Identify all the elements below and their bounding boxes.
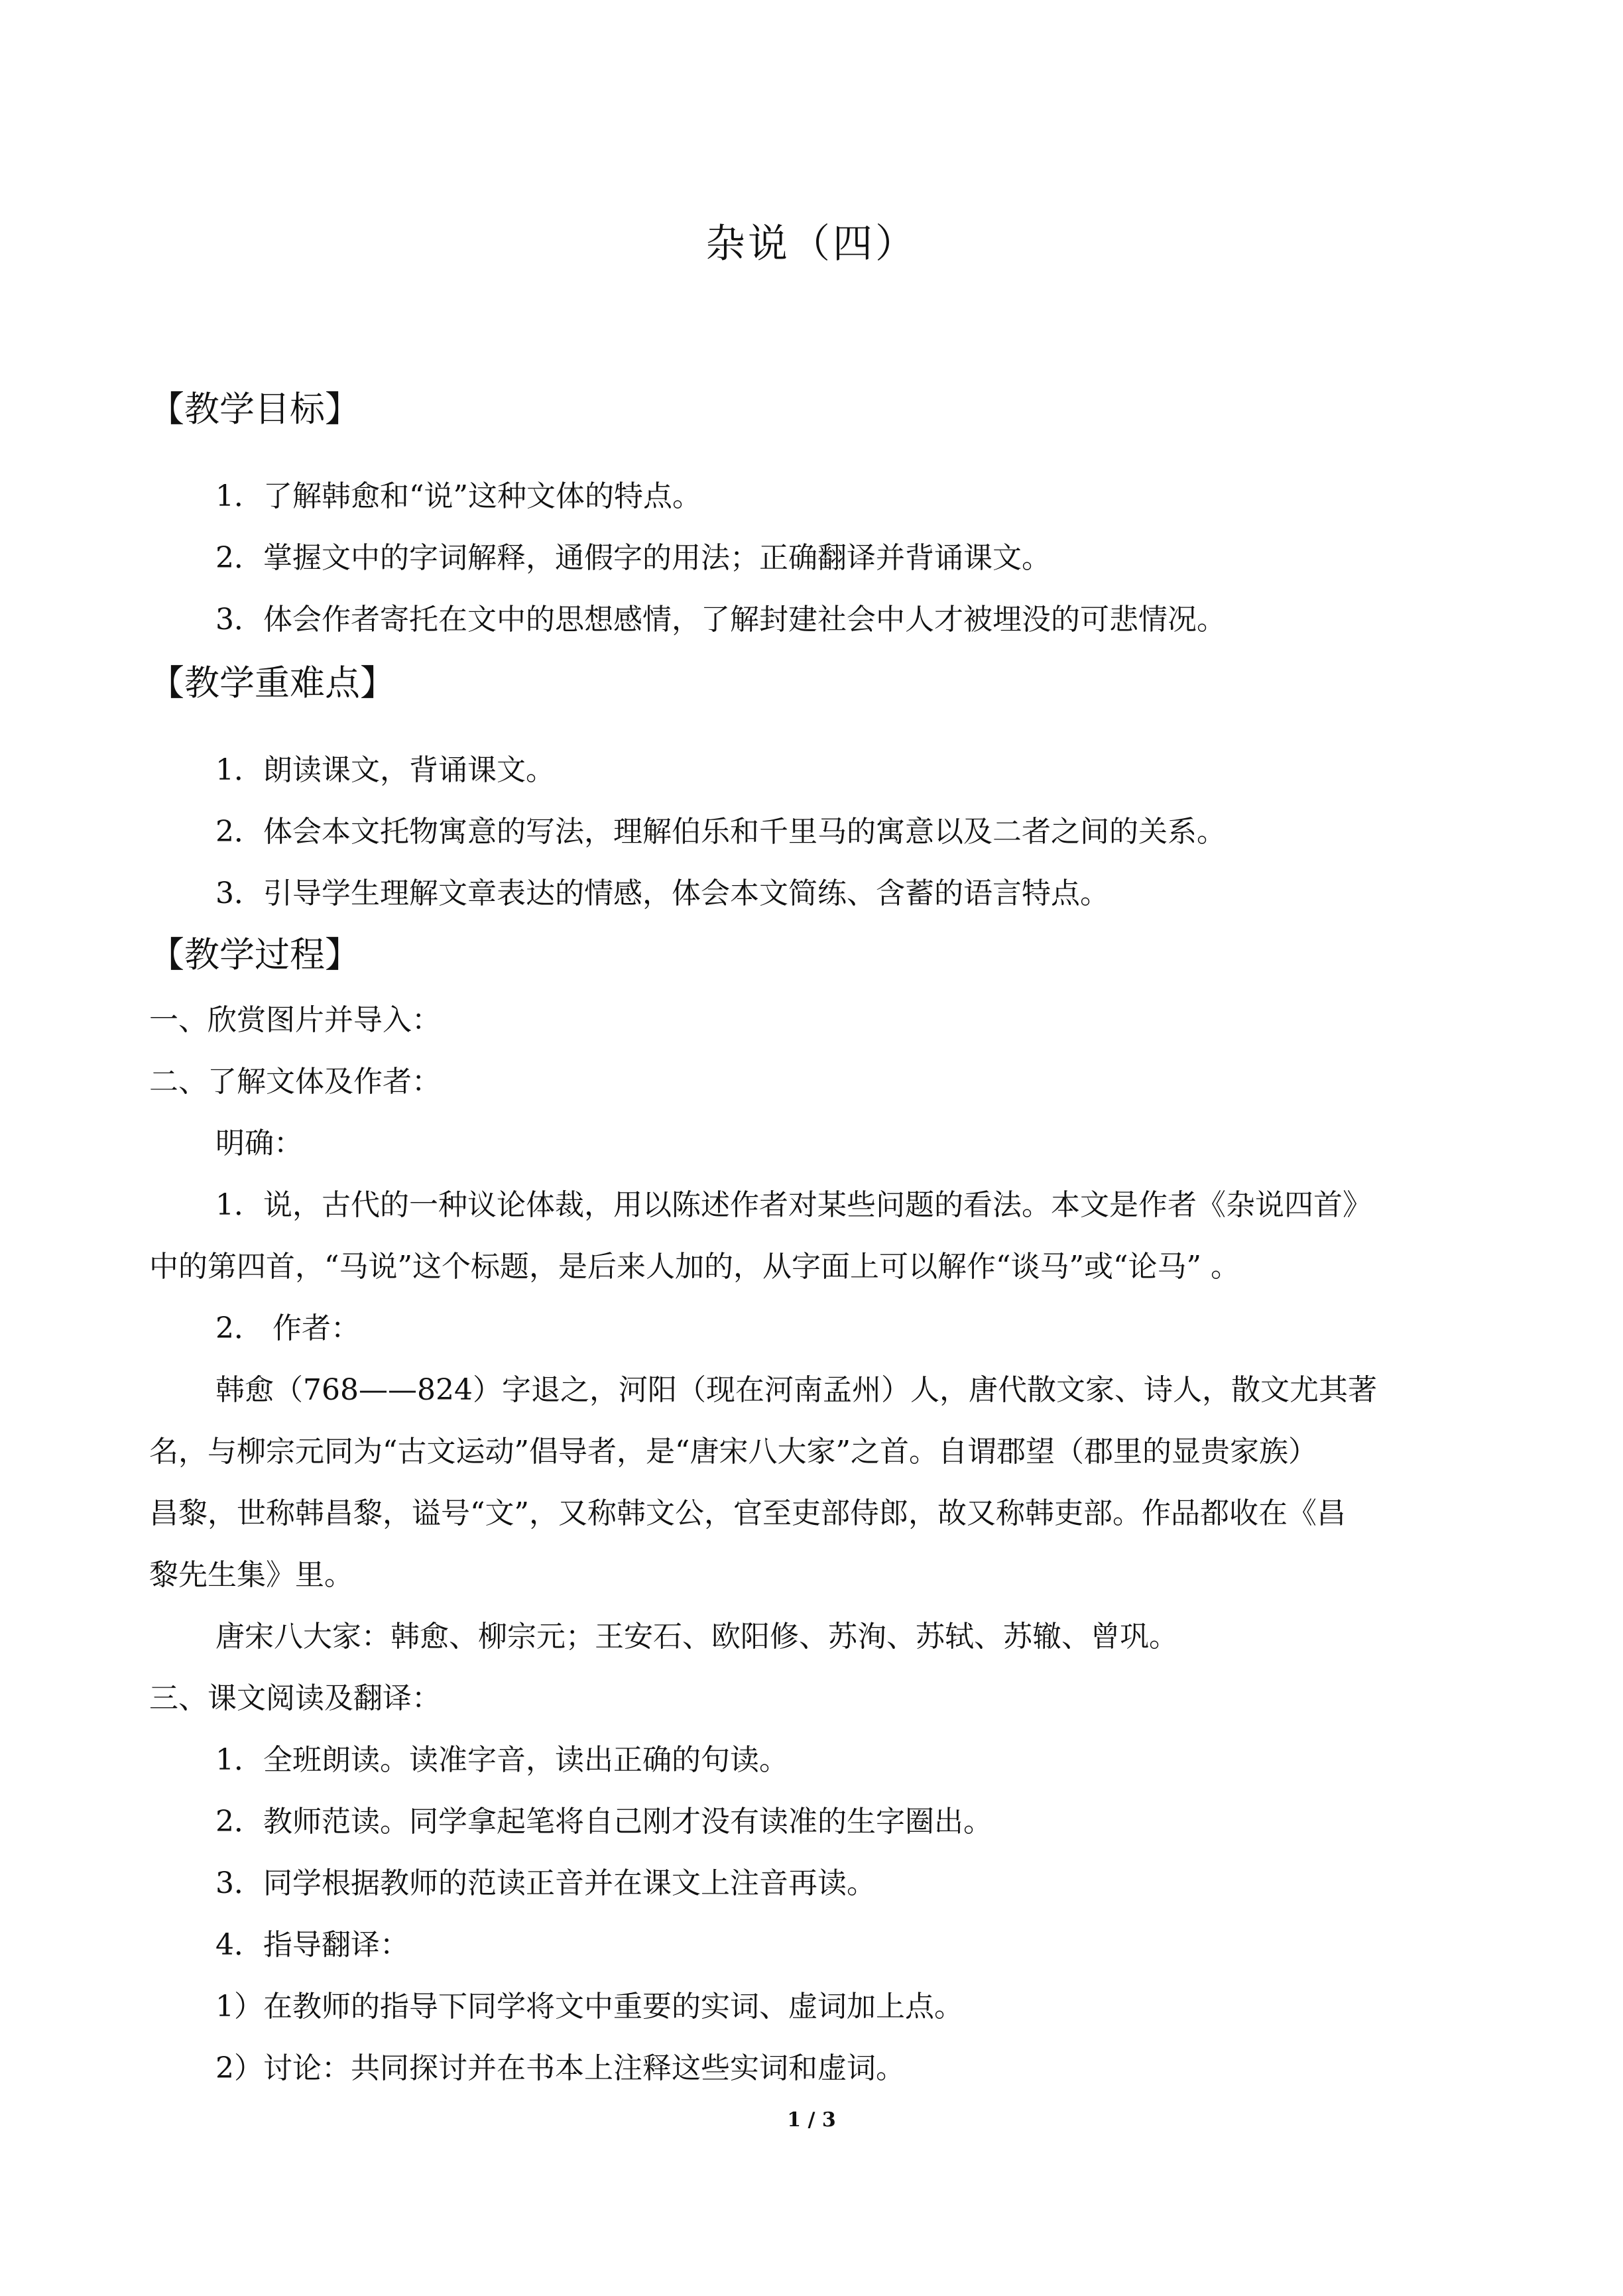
list-item: 2）讨论：共同探讨并在书本上注释这些实词和虚词。	[215, 2051, 905, 2085]
keypoint-item: 3．引导学生理解文章表达的情感，体会本文简练、含蓄的语言特点。	[215, 876, 1109, 910]
paragraph-line: 唐宋八大家：韩愈、柳宗元；王安石、欧阳修、苏洵、苏轼、苏辙、曾巩。	[215, 1620, 1178, 1654]
page-title: 杂说（四）	[705, 221, 918, 267]
paragraph-line: 黎先生集》里。	[149, 1558, 353, 1592]
paragraph-line: 韩愈（768——824）字退之，河阳（现在河南孟州）人，唐代散文家、诗人，散文尤其著	[215, 1373, 1377, 1407]
keypoint-item: 1．朗读课文，背诵课文。	[215, 753, 555, 787]
process-step: 一、欣赏图片并导入：	[149, 1003, 441, 1037]
section-heading-keypoints: 【教学重难点】	[149, 663, 395, 703]
list-item: 2．教师范读。同学拿起笔将自己刚才没有读准的生字圈出。	[215, 1805, 992, 1839]
keypoint-item: 2．体会本文托物寓意的写法，理解伯乐和千里马的寓意以及二者之间的关系。	[215, 815, 1226, 849]
paragraph-line: 2． 作者：	[215, 1311, 360, 1345]
section-heading-process: 【教学过程】	[149, 935, 360, 975]
section-heading-goals: 【教学目标】	[149, 389, 360, 430]
process-step: 二、了解文体及作者：	[149, 1065, 441, 1099]
clarify-label: 明确：	[215, 1126, 303, 1160]
paragraph-line: 昌黎，世称韩昌黎，谥号“文”，又称韩文公，官至吏部侍郎，故又称韩吏部。作品都收在《昌	[149, 1496, 1346, 1530]
goal-item: 3．体会作者寄托在文中的思想感情，了解封建社会中人才被埋没的可悲情况。	[215, 603, 1226, 636]
page-number: 1 / 3	[787, 2108, 836, 2132]
goal-item: 2．掌握文中的字词解释，通假字的用法；正确翻译并背诵课文。	[215, 541, 1051, 575]
paragraph-line: 中的第四首，“马说”这个标题，是后来人加的，从字面上可以解作“谈马”或“论马” 。	[149, 1250, 1240, 1284]
list-item: 4．指导翻译：	[215, 1928, 409, 1962]
goal-item: 1．了解韩愈和“说”这种文体的特点。	[215, 479, 701, 513]
paragraph-line: 名，与柳宗元同为“古文运动”倡导者，是“唐宋八大家”之首。自谓郡望（郡里的显贵家族）	[149, 1435, 1317, 1469]
list-item: 1．全班朗读。读准字音，读出正确的句读。	[215, 1743, 788, 1777]
process-step: 三、课文阅读及翻译：	[149, 1681, 441, 1715]
paragraph-line: 1．说，古代的一种议论体裁，用以陈述作者对某些问题的看法。本文是作者《杂说四首》	[215, 1188, 1372, 1222]
list-item: 3．同学根据教师的范读正音并在课文上注音再读。	[215, 1866, 876, 1900]
list-item: 1）在教师的指导下同学将文中重要的实词、虚词加上点。	[215, 1990, 963, 2024]
